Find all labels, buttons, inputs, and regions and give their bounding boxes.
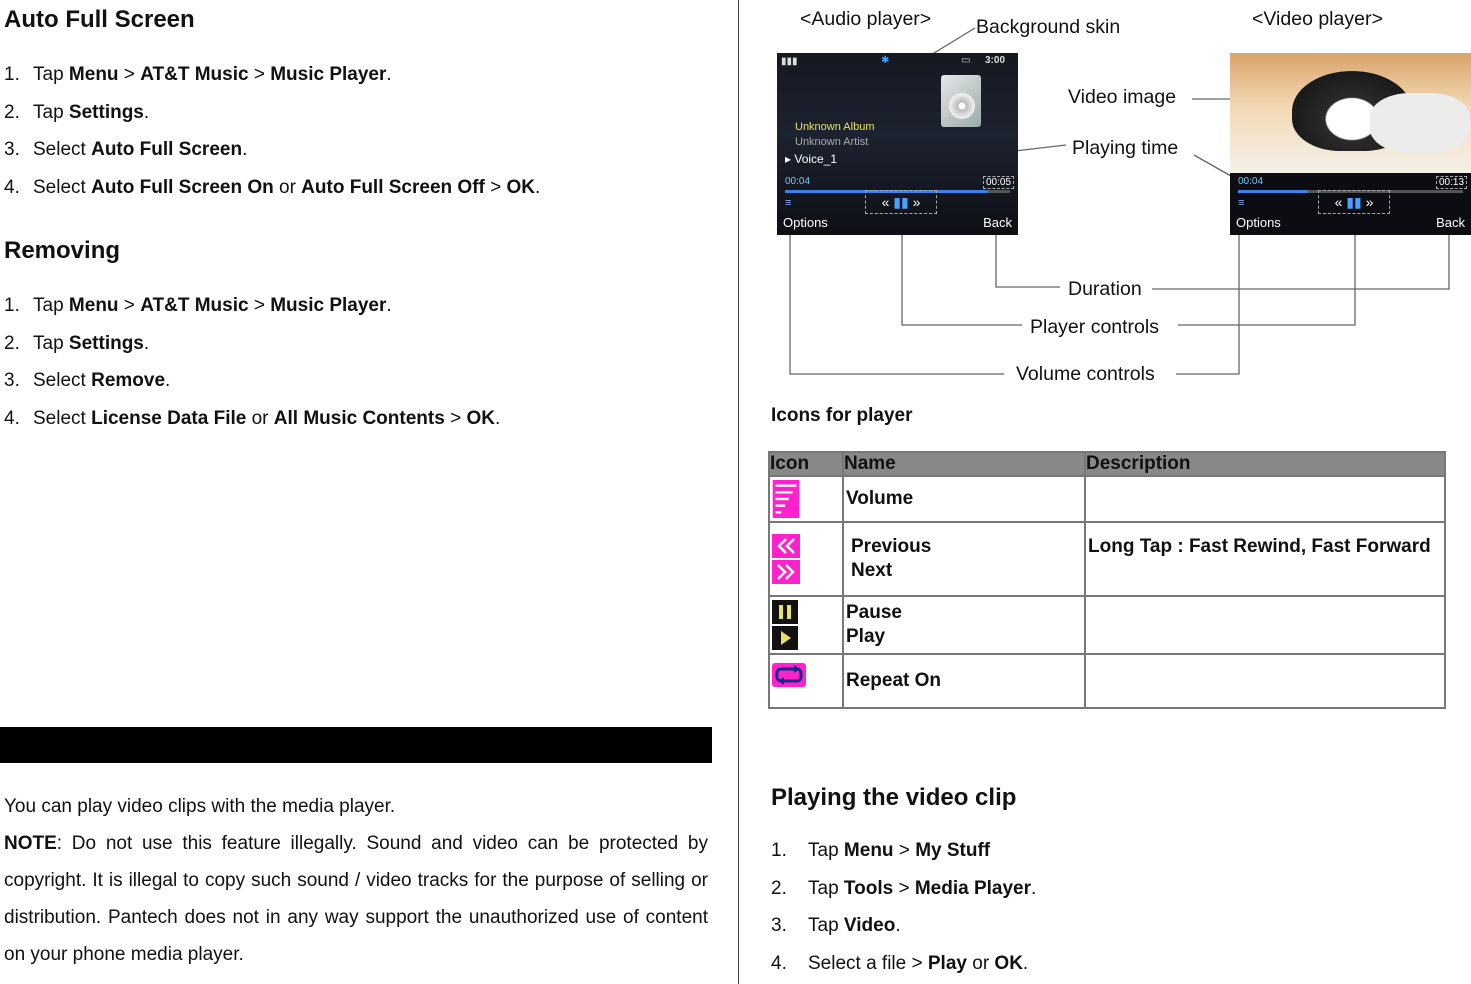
icon-cell — [769, 596, 843, 654]
step-keyword: Auto Full Screen Off — [301, 176, 485, 198]
list-item — [4, 408, 500, 430]
video-image-label: Video image — [1068, 86, 1177, 108]
step-text: Tap — [33, 101, 69, 123]
step-text: Tap — [33, 64, 69, 85]
description-cell — [1085, 654, 1445, 708]
auto-full-screen-heading: Auto Full Screen — [4, 6, 195, 33]
step-text: > — [484, 176, 507, 198]
play-icon — [772, 626, 798, 650]
bluetooth-icon: ✱ — [881, 55, 890, 66]
step-text: or — [966, 952, 995, 974]
track-name: Voice_1 — [794, 152, 838, 166]
name-cell — [843, 522, 1085, 596]
step-keyword: Media Player — [914, 877, 1032, 899]
repeat-icon — [772, 663, 806, 687]
status-bar — [777, 53, 1018, 69]
step-text: or — [273, 176, 302, 198]
step-text: Select a file > — [808, 952, 928, 974]
step-keyword: Tools — [843, 877, 894, 899]
step-text: . — [535, 176, 541, 198]
audio-player-caption: <Audio player> — [800, 8, 932, 30]
table-row — [769, 596, 1445, 654]
clock-text: 3:00 — [985, 55, 1006, 66]
track-text: ▸ Voice_1 — [785, 152, 838, 166]
list-item — [771, 953, 1028, 975]
step-keyword: Auto Full Screen On — [91, 176, 274, 198]
icon-cell — [769, 654, 843, 708]
audio-player-screenshot — [777, 53, 1018, 235]
step-number: 2. — [771, 877, 787, 899]
step-text: . — [143, 101, 150, 123]
video-options-softkey[interactable]: Options — [1236, 215, 1281, 230]
step-number: 2. — [4, 332, 20, 354]
table-row — [769, 476, 1445, 522]
intro-text: You can play video clips with the media player. — [4, 796, 396, 817]
step-text: Tap — [33, 295, 69, 316]
step-keyword: AT&T Music — [140, 295, 249, 316]
video-total-time: 00:13 — [1436, 176, 1467, 189]
step-keyword: Play — [927, 952, 967, 974]
step-number: 4. — [771, 952, 787, 974]
step-keyword: All Music Contents — [273, 407, 445, 429]
step-text: Select — [33, 370, 92, 391]
step-text: . — [494, 407, 501, 429]
step-text: > — [444, 407, 467, 429]
step-keyword: Remove — [91, 370, 166, 391]
removing-heading: Removing — [4, 237, 121, 264]
background-skin-label: Background skin — [976, 16, 1121, 38]
video-player-caption: <Video player> — [1252, 8, 1383, 30]
previous-icon — [772, 534, 800, 558]
next-name: Next — [851, 560, 893, 581]
name-cell — [843, 476, 1085, 522]
player-controls-label: Player controls — [1030, 316, 1159, 338]
album-text: Unknown Album — [795, 121, 875, 133]
table-row — [769, 522, 1445, 596]
step-keyword: Settings — [68, 101, 144, 123]
video-elapsed-time: 00:04 — [1238, 176, 1264, 187]
volume-indicator-icon: ≡ — [785, 197, 792, 209]
video-control-box: « ▮▮ » — [1318, 190, 1390, 214]
icons-table-header — [769, 452, 1445, 476]
step-text: Select — [33, 139, 92, 160]
step-text: Tap — [33, 332, 69, 354]
description-cell — [1085, 522, 1445, 596]
step-text: . — [1022, 952, 1029, 974]
video-softkey-bar — [1230, 213, 1471, 235]
intro-paragraph — [4, 788, 708, 973]
icon-cell — [769, 476, 843, 522]
step-number: 3. — [4, 370, 20, 391]
video-image — [1230, 53, 1471, 173]
total-time: 00:05 — [983, 176, 1014, 189]
step-text: Tap — [808, 915, 844, 936]
previous-next-description: Long Tap : Fast Rewind, Fast Forward — [1088, 536, 1431, 557]
step-number: 3. — [4, 139, 20, 160]
note-label: NOTE — [4, 833, 57, 854]
next-icon — [772, 560, 800, 584]
options-softkey[interactable]: Options — [783, 215, 828, 230]
name-cell — [843, 596, 1085, 654]
step-text: . — [1031, 877, 1037, 899]
step-number: 4. — [4, 176, 20, 198]
step-keyword: Menu — [843, 840, 894, 861]
step-text: > — [248, 295, 271, 316]
repeat-on-name: Repeat On — [846, 670, 942, 691]
control-box: « ▮▮ » — [865, 190, 937, 214]
header-name: Name — [843, 452, 1085, 476]
playing-time-label: Playing time — [1072, 137, 1179, 159]
step-keyword: Auto Full Screen — [91, 139, 243, 160]
header-icon: Icon — [769, 452, 843, 476]
name-cell — [843, 654, 1085, 708]
icons-for-player-heading: Icons for player — [771, 405, 913, 426]
step-text: . — [165, 370, 171, 391]
step-number: 1. — [4, 64, 20, 85]
pause-icon — [772, 600, 798, 624]
step-text: or — [246, 407, 274, 429]
video-progress-fill — [1238, 190, 1308, 193]
duration-label: Duration — [1068, 278, 1142, 300]
step-text: Tap — [808, 877, 844, 899]
previous-name: Previous — [851, 536, 932, 557]
step-keyword: My Stuff — [915, 840, 991, 861]
step-number: 2. — [4, 101, 20, 123]
step-text: . — [386, 64, 392, 85]
step-number: 4. — [4, 407, 20, 429]
step-keyword: OK — [466, 407, 495, 429]
header-description: Description — [1085, 452, 1445, 476]
volume-controls-label: Volume controls — [1016, 363, 1155, 385]
step-number: 1. — [4, 295, 20, 316]
step-keyword: OK — [506, 176, 536, 198]
video-back-softkey[interactable]: Back — [1436, 215, 1465, 230]
step-number: 3. — [771, 915, 787, 936]
elapsed-time: 00:04 — [785, 176, 811, 187]
step-text: . — [143, 332, 150, 354]
step-text: Select — [33, 176, 92, 198]
list-item — [771, 915, 901, 937]
softkey-bar — [777, 213, 1018, 235]
step-keyword: License Data File — [91, 407, 247, 429]
album-art-icon — [941, 75, 981, 127]
pause-name: Pause — [846, 602, 902, 623]
step-text: . — [386, 295, 392, 316]
step-text: > — [248, 64, 271, 85]
step-keyword: AT&T Music — [140, 64, 249, 85]
step-keyword: Settings — [68, 332, 144, 354]
signal-icon: ▮▮▮ — [781, 56, 798, 67]
playing-video-clip-heading: Playing the video clip — [771, 784, 1017, 811]
step-number: 1. — [771, 840, 787, 861]
step-text: > — [893, 877, 915, 899]
battery-icon: ▭ — [961, 55, 971, 66]
video-volume-indicator-icon: ≡ — [1238, 197, 1245, 209]
video-player-screenshot — [1230, 53, 1471, 235]
step-keyword: Music Player — [270, 64, 387, 85]
step-text: Tap — [808, 840, 844, 861]
step-keyword: Music Player — [270, 295, 387, 316]
list-item — [771, 840, 990, 862]
step-text: . — [895, 915, 901, 936]
icon-cell — [769, 522, 843, 596]
description-cell — [1085, 596, 1445, 654]
list-item — [771, 878, 1036, 900]
step-keyword: Menu — [68, 64, 119, 85]
step-keyword: OK — [994, 952, 1023, 974]
volume-name: Volume — [846, 488, 914, 509]
note-text: : Do not use this feature illegally. Sound and video can be protected by copyright. It is illegal to copy such sound / video tracks for the purpose of selling or distribution. Pantech does not in any way support the unauthorized use of content on your phone media player. — [4, 833, 708, 965]
section-header-bar — [0, 727, 712, 763]
step-keyword: Menu — [68, 295, 119, 316]
step-text: > — [118, 64, 141, 85]
icons-table — [768, 451, 1446, 709]
step-keyword: Video — [843, 915, 896, 936]
step-text: Select — [33, 407, 92, 429]
play-name: Play — [846, 626, 886, 647]
description-cell — [1085, 476, 1445, 522]
volume-icon — [772, 480, 800, 518]
dog-body — [1370, 93, 1470, 153]
table-row — [769, 654, 1445, 708]
step-text: > — [118, 295, 141, 316]
step-text: > — [893, 840, 916, 861]
back-softkey[interactable]: Back — [983, 215, 1012, 230]
step-text: . — [242, 139, 248, 160]
artist-text: Unknown Artist — [795, 136, 869, 148]
